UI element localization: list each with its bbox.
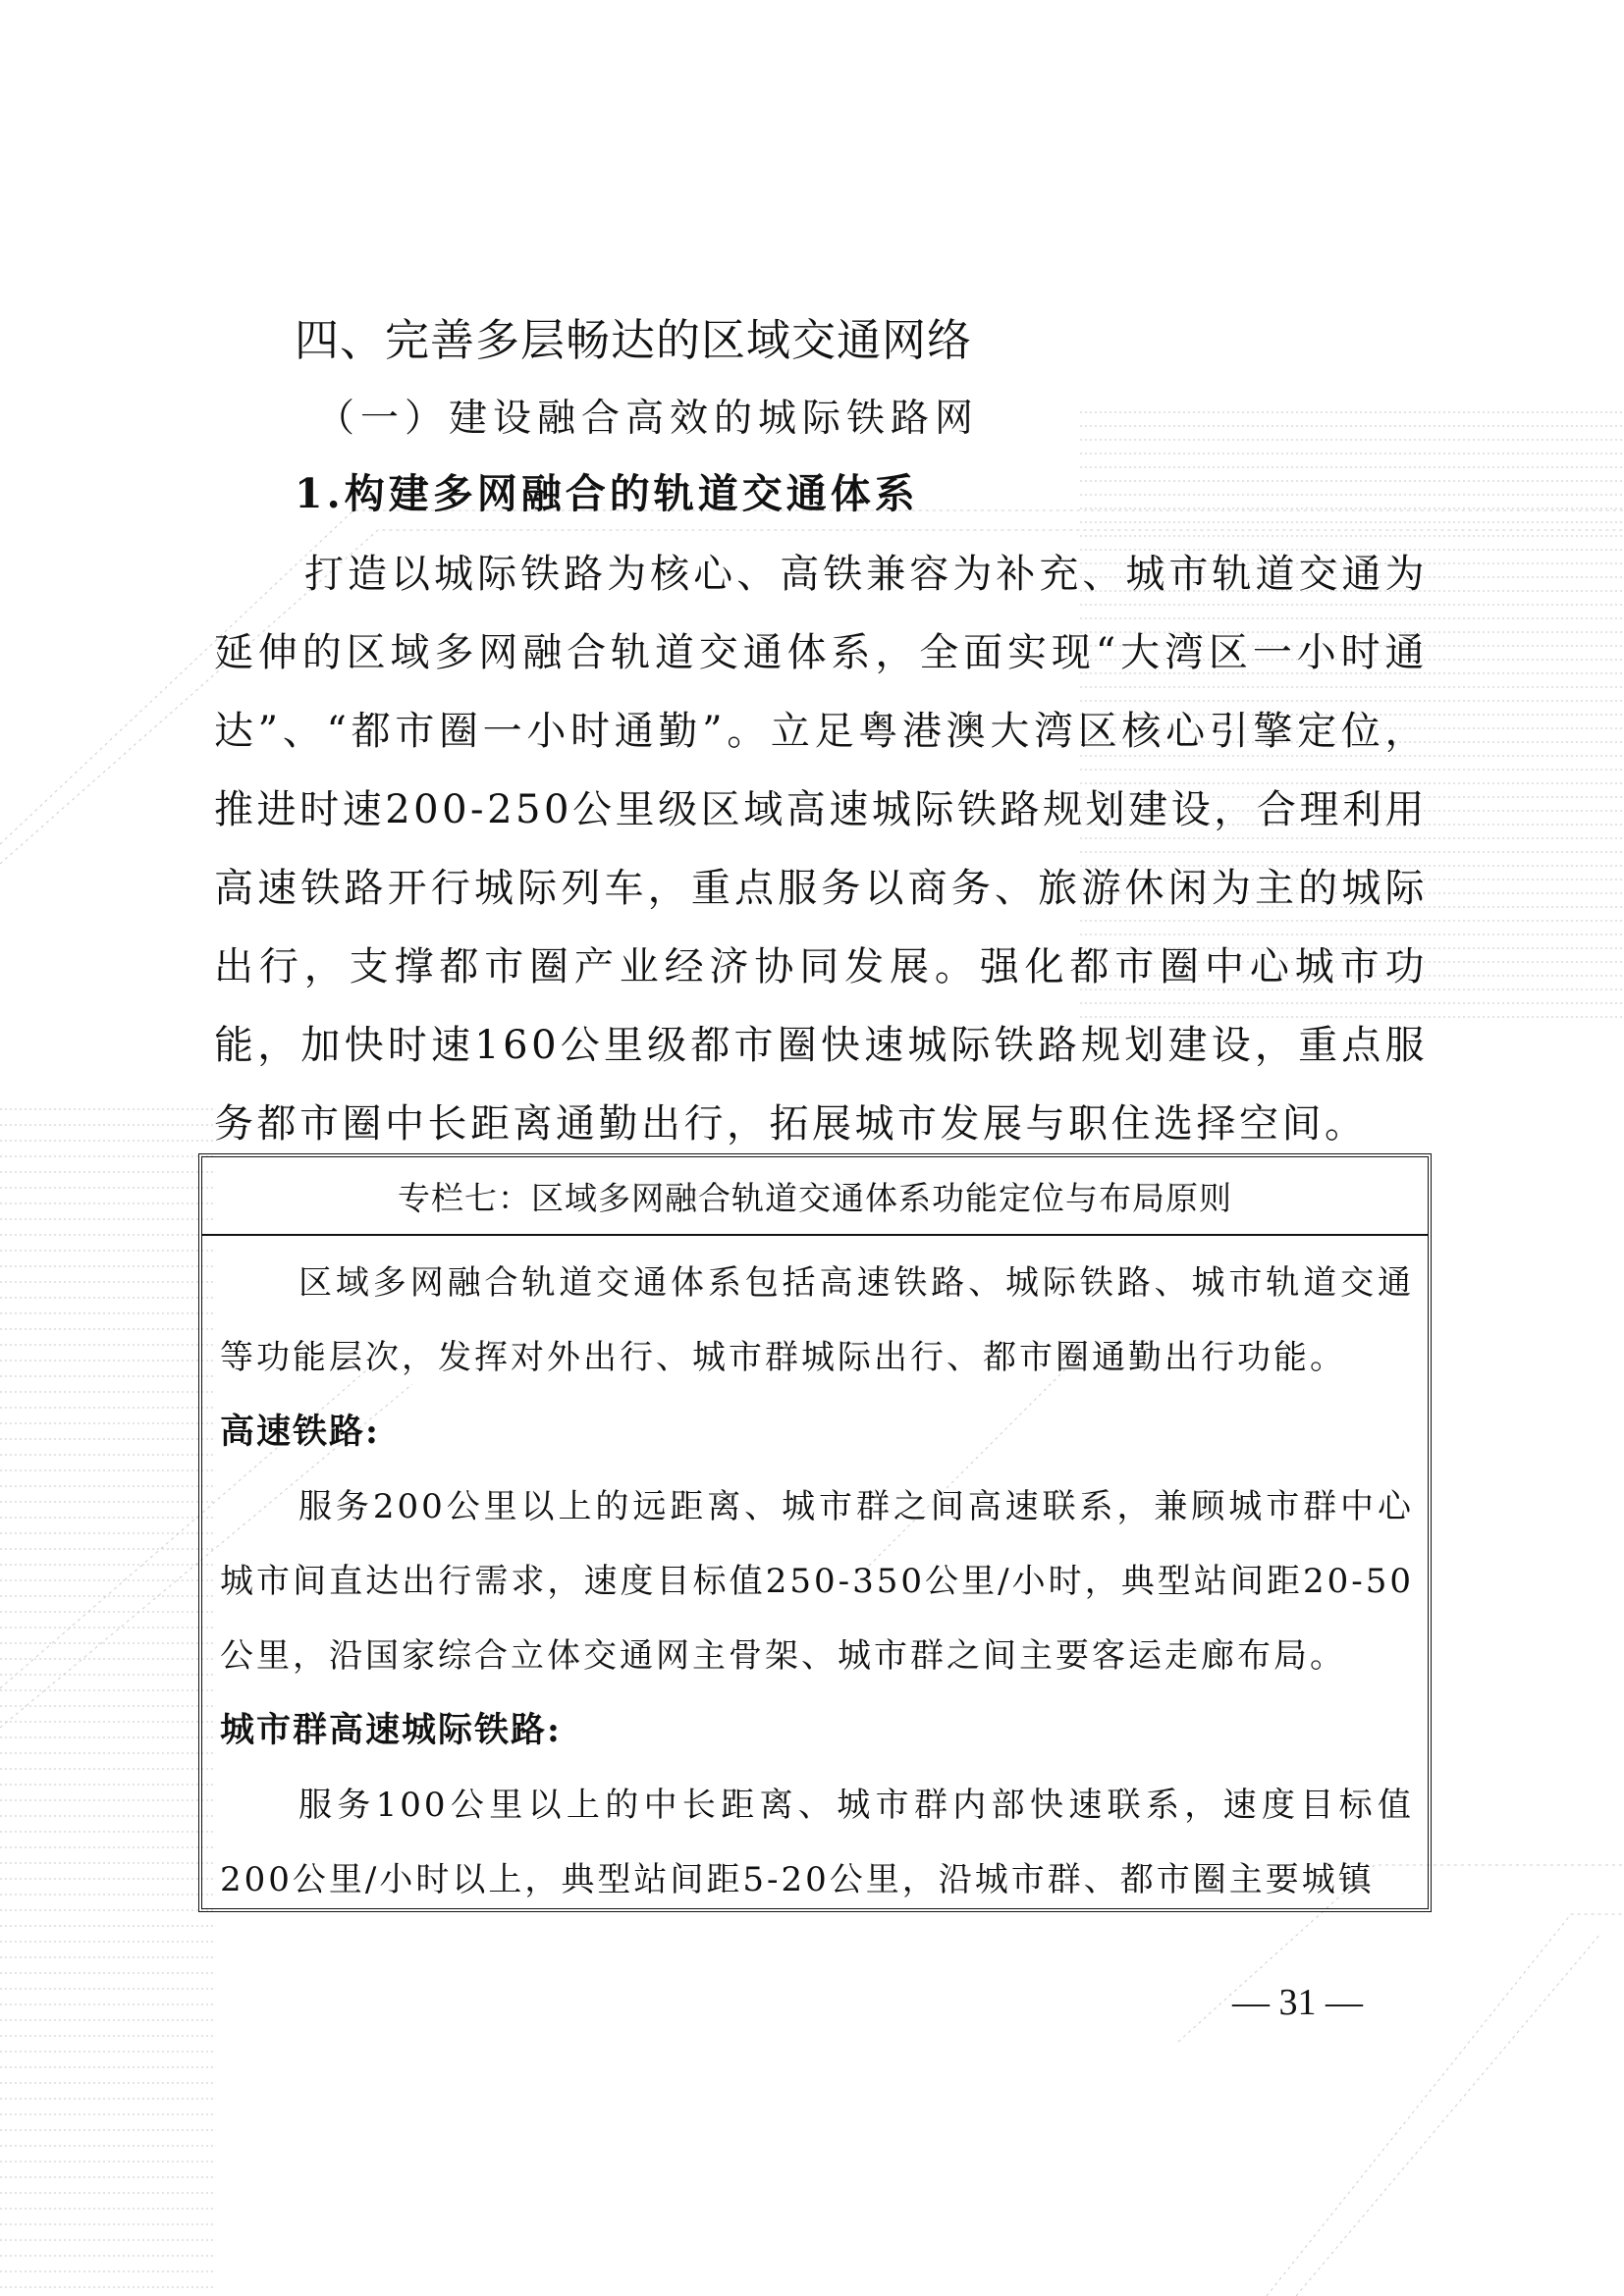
main-paragraph: 打造以城际铁路为核心、高铁兼容为补充、城市轨道交通为延伸的区域多网融合轨道交通体系，全面实现“大湾区一小时通达”、“都市圈一小时通勤”。立足粤港澳大湾区核心引擎定位，推进时速200-250公里级区域高速城际铁路规划建设，合理利用高速铁路开行城际列车，重点服务以商务、旅游休闲为主的城际出行，支撑都市圈产业经济协同发展。强化都市圈中心城市功能，加快时速160公里级都市圈快速城际铁路规划建设，重点服务都市圈中长距离通勤出行，拓展城市发展与职住选择空间。 xyxy=(214,552,1428,1147)
box-section-heading-high-speed-rail: 高速铁路: xyxy=(220,1412,380,1452)
box-section-heading-intercity-rail: 城市群高速城际铁路: xyxy=(220,1710,562,1750)
box-body xyxy=(202,1236,1428,1917)
box-section-text-high-speed-rail: 服务200公里以上的远距离、城市群之间高速联系，兼顾城市群中心城市间直达出行需求，速度目标值250-350公里/小时，典型站间距20-50公里，沿国家综合立体交通网主骨架、城市群之间主要客运走廊布局。 xyxy=(220,1487,1414,1676)
subsection-heading: （一）建设融合高效的城际铁路网 xyxy=(316,397,980,441)
box-intro-paragraph: 区域多网融合轨道交通体系包括高速铁路、城际铁路、城市轨道交通等功能层次，发挥对外出行、城市群城际出行、都市圈通勤出行功能。 xyxy=(220,1263,1414,1377)
box-title: 专栏七：区域多网融合轨道交通体系功能定位与布局原则 xyxy=(202,1157,1428,1236)
item-heading: 1.构建多网融合的轨道交通体系 xyxy=(295,470,919,517)
box-section-text-intercity-rail: 服务100公里以上的中长距离、城市群内部快速联系，速度目标值200公里/小时以上，典型站间距5-20公里，沿城市群、都市圈主要城镇 xyxy=(220,1786,1414,1899)
section-heading: 四、完善多层畅达的区域交通网络 xyxy=(295,314,973,366)
page-number: — 31 — xyxy=(1232,1982,1363,2023)
sidebar-box-column-7 xyxy=(198,1153,1432,1912)
